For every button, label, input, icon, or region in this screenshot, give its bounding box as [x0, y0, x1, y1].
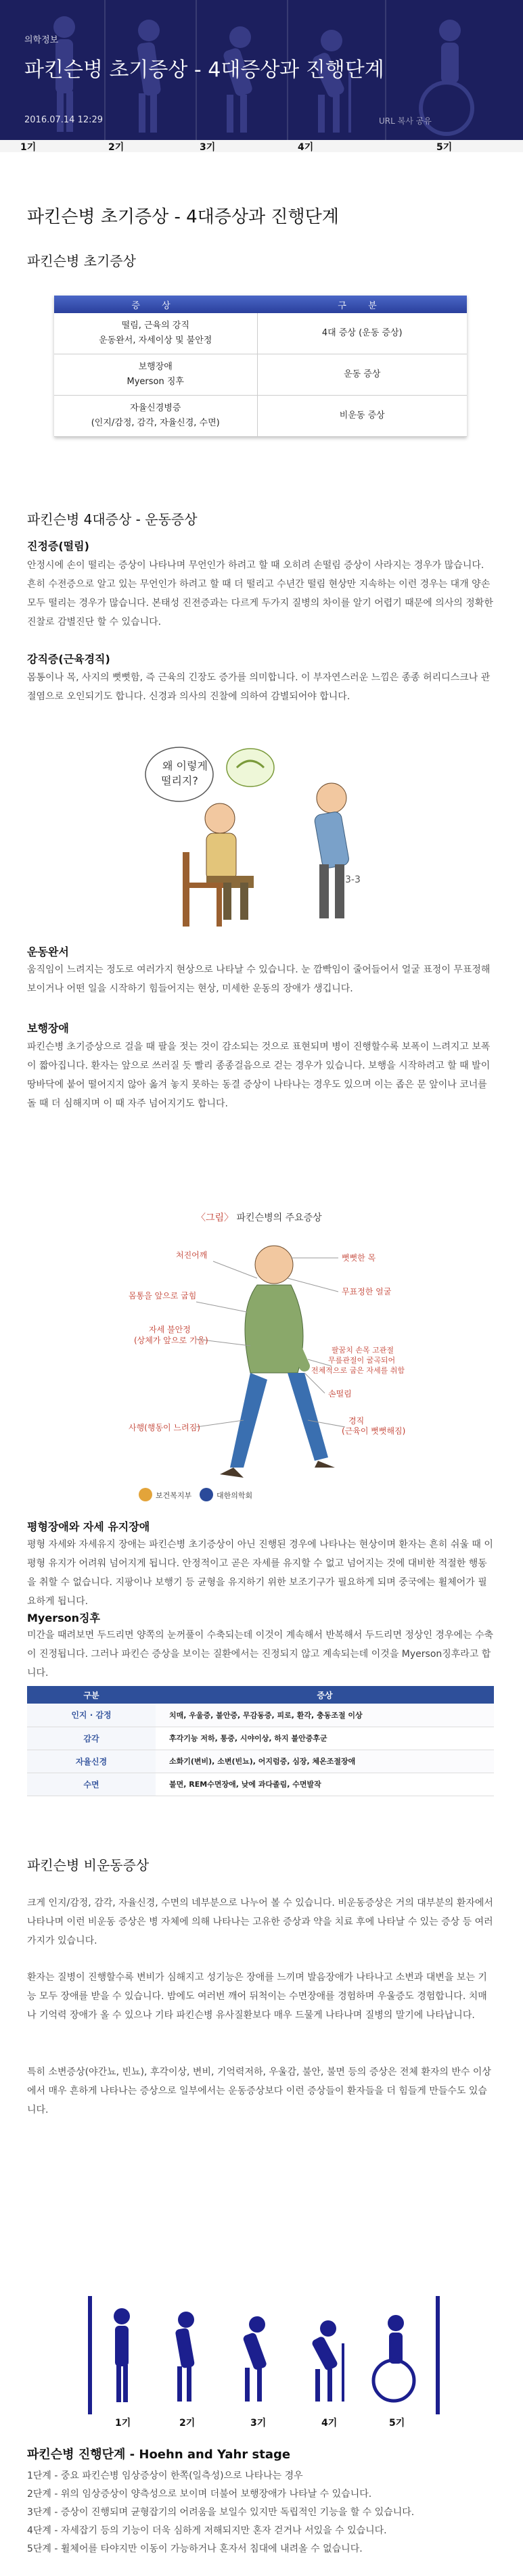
paragraph-tremor: 안정시에 손이 떨리는 증상이 나타나며 무언인가 하려고 할 때 오히려 손떨림 증상이 사라지는 경우가 많습니다. 흔히 수전증으로 알고 있는 무언인가 하려고 할 때 더 떨리고 수년간 떨림 현상만 지속하는 이런 경우는 대개 양손 모두 떨리는 경우가 많습니다. 본태성 진전증과는 다르게 두가지 질병의 차이를 알기 어렵기 때문에 의사의 정확한 진찰로 감별진단 할 수 있습니다. [27, 560, 493, 628]
hero-stage-1: 1기 [20, 142, 37, 152]
hero-stage-5: 5기 [436, 142, 453, 152]
table-cell: 비운동 증상 [257, 396, 467, 437]
table-cell: 4대 증상 (운동 증상) [257, 313, 467, 354]
list-item: 3단계 - 증상이 진행되며 균형잡기의 어려움을 보일수 있지만 독립적인 기능을 할 수 있습니다. [27, 2507, 415, 2518]
paragraph-gait: 파킨슨병 초기증상으로 걸을 때 팔을 젓는 것이 감소되는 것으로 표현되며 병이 진행할수록 보폭이 느려지고 보폭이 짧아집니다. 환자는 앞으로 쓰러질 듯 빨리 종종걸음으로 걷는 경우가 있습니다. 보행을 시작하려고 할 때 발이 땅바닥에 붙어 떨어지지 않아 옮겨 놓지 못하는 동결 증상이 나타나는 경우도 있으며 이는 좁은 문 앞이나 코너를 돌 때 더 심해지며 이 때 자주 넘어지기도 합니다. [27, 1041, 491, 1109]
hero-date: 2016.07.14 12:29 [24, 115, 104, 125]
label-arm-2: 무릎관절이 굴곡되어 [328, 1356, 396, 1365]
label-expressionless: 무표정한 얼굴 [342, 1287, 392, 1296]
paragraph-nonmotor-2: 환자는 질병이 진행할수록 변비가 심해지고 성기능은 장애를 느끼며 발음장애가 나타나고 소변과 대변을 보는 기능 모두 장애를 받을 수 있습니다. 밤에도 여러번 깨어 뒤척이는 수면장애를 경험하며 우울증도 경험합니다. 치매나 기억력 장애가 올 수 있으나 기타 파킨슨병 유사질환보다 매우 드물게 나타나며 질병의 말기에 나타납니다. [27, 1972, 487, 2021]
list-item: 4단계 - 자세잡기 등의 기능이 더욱 심하게 저해되지만 혼자 걷거나 서있을 수 있습니다. [27, 2525, 387, 2536]
list-item: 1단계 - 중요 파킨슨병 임상증상이 한쪽(일측성)으로 나타나는 경우 [27, 2470, 303, 2481]
hero-category[interactable]: 의학정보 [24, 35, 59, 45]
table-row [54, 313, 467, 354]
logo-icon-society [200, 1488, 213, 1501]
label-rigidity: 경직 [348, 1416, 365, 1426]
symptom-table [54, 296, 467, 437]
subheading-postural: 평형장애와 자세 유지장애 [27, 1520, 150, 1533]
paragraph-bradykinesia: 움직임이 느려지는 정도로 여러가지 현상으로 나타날 수 있습니다. 눈 깜빡임이 줄어들어서 얼굴 표정이 무표정해 보이거나 어떤 일을 시작하기 힘들어지는 현상, 미세한 운동의 장애가 생깁니다. [27, 964, 491, 994]
table-row: 감각 후각기능 저하, 통증, 시야이상, 하지 불안증후군 [27, 1727, 494, 1750]
table-cell: 운동 증상 [257, 354, 467, 396]
stage-caption-4: 4기 [321, 2418, 338, 2429]
subheading-gait: 보행장애 [27, 1022, 69, 1035]
hero-banner [0, 0, 523, 152]
hero-stage-4: 4기 [298, 142, 314, 152]
bubble-text-1: 왜 이렇게 [162, 759, 208, 772]
illustration-progression-stages [88, 2296, 440, 2431]
list-item: 5단계 - 휠체어를 타야지만 이동이 가능하거나 혼자서 침대에 내려올 수 없습니다. [27, 2544, 363, 2554]
paragraph-myerson: 미간을 때려보면 두드리면 양쪽의 눈꺼풀이 수축되는데 이것이 계속해서 반복해서 두드리면 정상인 경우에는 수축이 진정됩니다. 그러나 파킨슨 증상을 보이는 질환에서는 진정되지 않고 계속되는데 이것을 Myerson징후라고 합니다. [27, 1630, 494, 1679]
hero-stage-2: 2기 [108, 142, 124, 152]
table-row: 인지 · 감정 치매, 우울증, 불안증, 무감동증, 피로, 환각, 충동조절 이상 [27, 1704, 494, 1727]
table-header-category: 구 분 [257, 296, 467, 313]
logo-icon-ministry [139, 1488, 152, 1501]
bubble-text-2: 떨리지? [161, 774, 198, 787]
nonmotor-table [27, 1686, 494, 1796]
figure-caption-prefix: 〈그림〉 [196, 1213, 234, 1223]
table-cell: 자율신경병증 (인지/감정, 감각, 자율신경, 수면) [54, 396, 257, 437]
label-tremor: 손떨림 [328, 1389, 352, 1399]
label-gait: 사행(행동이 느려짐) [129, 1423, 200, 1432]
hero-share-links[interactable]: URL 복사 공유 [379, 116, 432, 126]
label-posture-sub: (상체가 앞으로 기울) [134, 1336, 208, 1345]
label-rigidity-sub: (근육이 뻣뻣해짐) [342, 1426, 406, 1436]
table-cell: 떨림, 근육의 강직 운동완서, 자세이상 및 불안정 [54, 313, 257, 354]
section-heading-motor-symptoms: 파킨슨병 4대증상 - 운동증상 [27, 511, 198, 528]
illustration-main-symptoms [115, 1231, 413, 1515]
paragraph-nonmotor-1: 크게 인지/감정, 감각, 자율신경, 수면의 네부분으로 나누어 볼 수 있습니다. 비운동증상은 거의 대부분의 환자에서 나타나며 이런 비운동 증상은 병 자체에 의해 나타나는 고유한 증상과 약을 치료 후에 나타날 수 있는 증상 등 여러가지가 있습니다. [27, 1898, 493, 1946]
subheading-bradykinesia: 운동완서 [27, 945, 69, 958]
hero-title: 파킨슨병 초기증상 - 4대증상과 진행단계 [24, 58, 384, 83]
label-stiff-neck: 뻣뻣한 목 [342, 1253, 376, 1263]
table-header-symptom: 증 상 [54, 296, 257, 313]
table-row [54, 396, 467, 437]
label-shoulder: 처진어깨 [176, 1250, 208, 1260]
table-row: 자율신경 소화기(변비), 소변(빈뇨), 어지럼증, 심장, 체온조절장애 [27, 1750, 494, 1773]
illustration-elderly-men [142, 737, 386, 940]
subheading-tremor: 진정증(떨림) [27, 540, 89, 553]
stage-list [27, 2467, 494, 2558]
paragraph-rigidity: 몸통이나 목, 사지의 뻣뻣함, 즉 근육의 긴장도 증가를 의미합니다. 이 부자연스러운 느낌은 종종 허리디스크나 관절염으로 오인되기도 합니다. 신경과 의사의 진찰에 의하여 감별되어야 합니다. [27, 672, 491, 702]
table-header-symptoms: 증상 [156, 1686, 494, 1704]
label-stooped: 몸통을 앞으로 굽힘 [129, 1291, 197, 1301]
stage-caption-5: 5기 [389, 2418, 405, 2429]
hero-stage-3: 3기 [200, 142, 216, 152]
logo-society: 대한의학회 [217, 1491, 253, 1500]
paragraph-nonmotor-3: 특히 소변증상(야간뇨, 빈뇨), 후각이상, 변비, 기억력저하, 우울감, 불안, 불면 등의 증상은 전체 환자의 반수 이상에서 매우 흔하게 나타나는 증상으로 일부에서는 운동증상보다 이런 증상들이 환자들을 더 힘들게 만들수도 있습니다. [27, 2067, 491, 2115]
figure-caption-title: 파킨슨병의 주요증상 [236, 1213, 322, 1223]
stage-caption-2: 2기 [179, 2418, 196, 2429]
subheading-rigidity: 강직증(근육경직) [27, 653, 110, 665]
section-heading-early-symptoms: 파킨슨병 초기증상 [27, 253, 136, 269]
table-cell: 보행장애 Myerson 징후 [54, 354, 257, 396]
subheading-myerson: Myerson징후 [27, 1612, 100, 1624]
logo-ministry: 보건복지부 [156, 1491, 192, 1500]
stage-caption-3: 3기 [250, 2418, 267, 2429]
stage-caption-1: 1기 [115, 2418, 131, 2429]
table-header-group: 구분 [27, 1686, 156, 1704]
table-row [54, 354, 467, 396]
label-posture: 자세 불안정 [149, 1325, 191, 1334]
article-title: 파킨슨병 초기증상 - 4대증상과 진행단계 [27, 207, 339, 227]
label-arm-1: 팔꿈치 손목 고관절 [332, 1346, 394, 1355]
footstep-label: 3-3 [345, 874, 361, 885]
section-heading-stages: 파킨슨병 진행단계 - Hoehn and Yahr stage [27, 2448, 291, 2462]
table-row: 수면 불면, REM수면장애, 낮에 과다졸림, 수면발작 [27, 1773, 494, 1796]
list-item: 2단계 - 위의 임상증상이 양측성으로 보이며 더불어 보행장애가 나타날 수 있습니다. [27, 2489, 372, 2500]
figure-caption [196, 1211, 322, 1224]
hero-stage-bar [0, 140, 523, 152]
section-heading-nonmotor: 파킨슨병 비운동증상 [27, 1857, 150, 1873]
paragraph-postural: 평형 자세와 자세유지 장애는 파킨슨병 초기증상이 아닌 진행된 경우에 나타나는 현상이며 환자는 흔히 쉬울 때 이 평형 유지가 어려워 넘어지게 됩니다. 안정적이고 곧은 자세를 유지할 수 없고 넘어지는 것에 대비한 적절한 행동을 취할 수 없습니다. 지팡이나 보행기 등 균형을 유지하기 위한 보조기구가 필요하게 되며 중국에는 휠체어가 필요하게 됩니다. [27, 1539, 493, 1607]
label-arm-3: 전체적으로 굽은 자세를 취함 [311, 1366, 405, 1375]
